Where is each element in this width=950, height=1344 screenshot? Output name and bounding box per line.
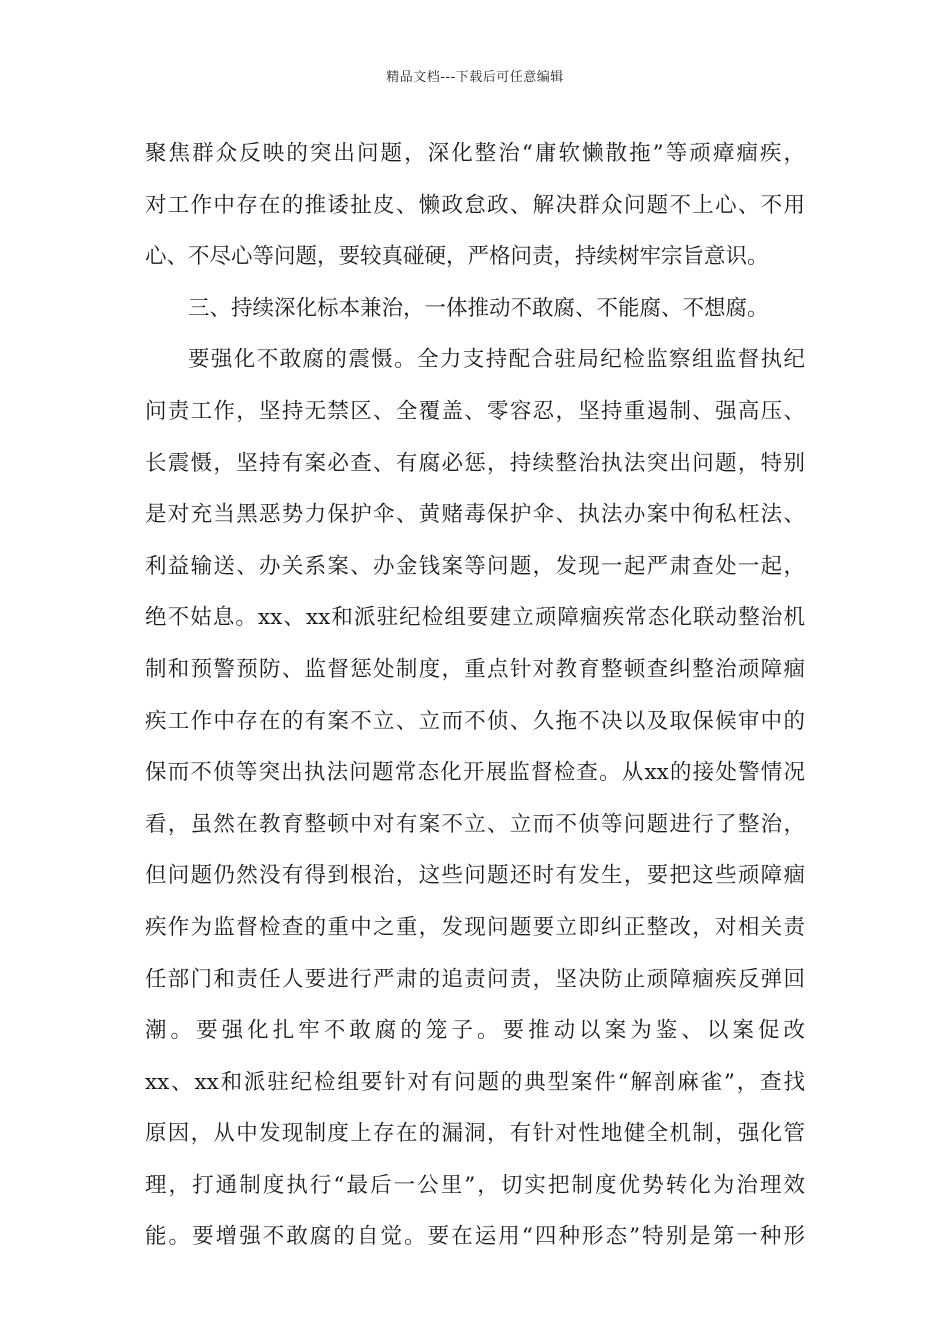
page-header: 精品文档---下载后可任意编辑 xyxy=(386,70,564,85)
text-line: 聚焦群众反映的突出问题，深化整治“庸软懒散拖”等顽瘴痼疾， xyxy=(145,141,805,166)
text-line: 心、不尽心等问题，要较真碰硬，严格问责，持续树牢宗旨意识。 xyxy=(145,244,769,270)
text-line: 原因，从中发现制度上存在的漏洞，有针对性地健全机制，强化管 xyxy=(145,1121,805,1147)
text-line: 任部门和责任人要进行严肃的追责问责，坚决防止顽障痼疾反弹回 xyxy=(145,966,805,992)
text-line: 理，打通制度执行“最后一公里”，切实把制度优势转化为治理效 xyxy=(145,1172,805,1198)
text-line: 制和预警预防、监督惩处制度，重点针对教育整顿查纠整治顽障痼 xyxy=(145,656,805,682)
text-line: xx、xx和派驻纪检组要针对有问题的典型案件“解剖麻雀”，查找 xyxy=(145,1069,805,1095)
section-heading: 三、持续深化标本兼治，一体推动不敢腐、不能腐、不想腐。 xyxy=(188,295,769,321)
text-line: 潮。要强化扎牢不敢腐的笼子。要推动以案为鉴、以案促改 xyxy=(145,1018,805,1044)
text-line: 但问题仍然没有得到根治，这些问题还时有发生，要把这些顽障痼 xyxy=(145,863,805,889)
text-line: 问责工作，坚持无禁区、全覆盖、零容忍，坚持重遏制、强高压、 xyxy=(145,398,805,424)
text-line: 是对充当黑恶势力保护伞、黄赌毒保护伞、执法办案中徇私枉法、 xyxy=(145,502,805,528)
text-line: 疾作为监督检查的重中之重，发现问题要立即纠正整改，对相关责 xyxy=(145,914,805,940)
text-line: 长震慑，坚持有案必查、有腐必惩，持续整治执法突出问题，特别 xyxy=(145,450,805,476)
document-body xyxy=(145,128,805,1263)
text-line: 保而不侦等突出执法问题常态化开展监督检查。从xx的接处警情况 xyxy=(145,760,805,786)
text-line: 要强化不敢腐的震慑。全力支持配合驻局纪检监察组监督执纪 xyxy=(188,347,805,373)
text-line: 看，虽然在教育整顿中对有案不立、立而不侦等问题进行了整治， xyxy=(145,811,805,837)
text-line: 利益输送、办关系案、办金钱案等问题，发现一起严肃查处一起， xyxy=(145,553,805,579)
text-line: 绝不姑息。xx、xx和派驻纪检组要建立顽障痼疾常态化联动整治机 xyxy=(145,605,805,631)
text-line: 能。要增强不敢腐的自觉。要在运用“四种形态”特别是第一种形 xyxy=(145,1224,805,1250)
text-line: 对工作中存在的推诿扯皮、懒政怠政、解决群众问题不上心、不用 xyxy=(145,192,805,218)
text-line: 疾工作中存在的有案不立、立而不侦、久拖不决以及取保候审中的 xyxy=(145,708,805,734)
